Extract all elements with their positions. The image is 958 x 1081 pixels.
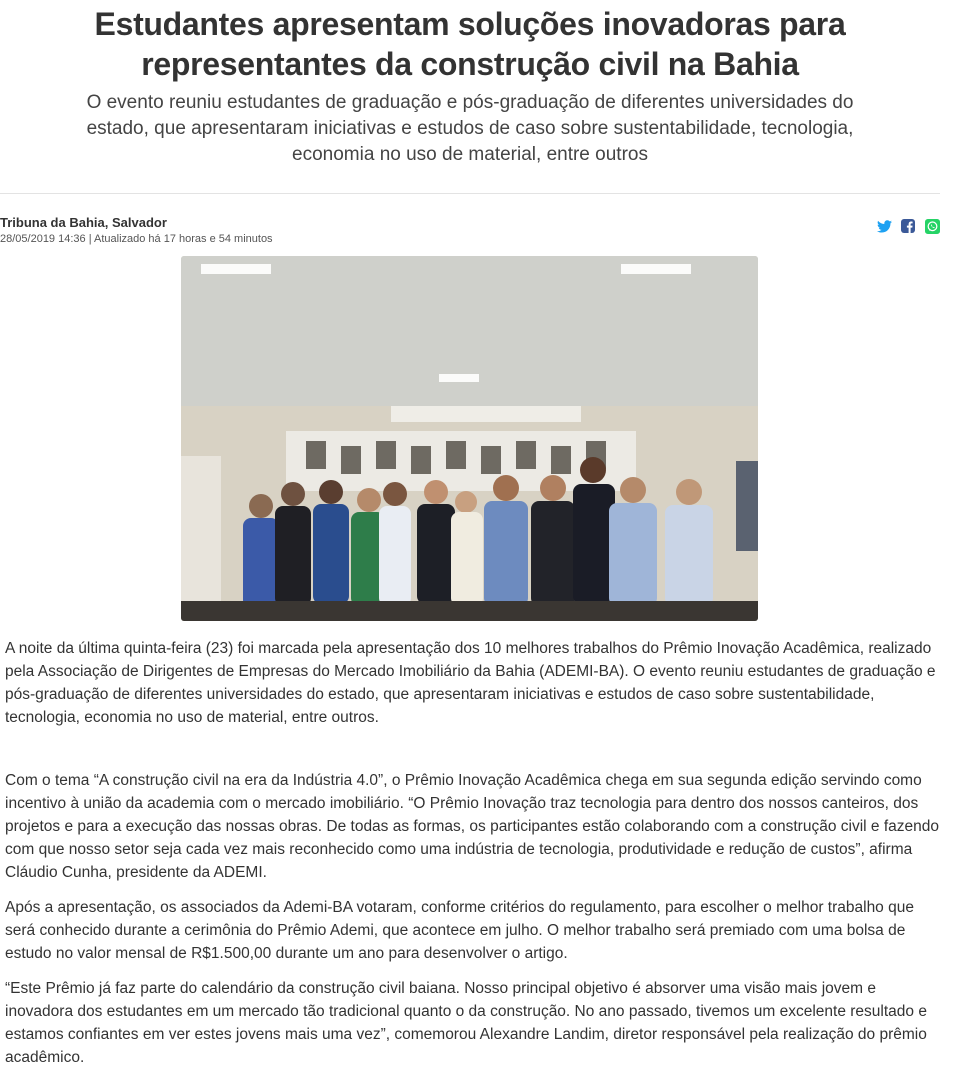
article-paragraph: A noite da última quinta-feira (23) foi marcada pela apresentação dos 10 melhores trabalhos do Prêmio Inovação Acadêmica, realizado pela Associação de Dirigentes de Empresas do Mercado Imobiliário da Bahia (ADEMI-BA). O evento reuniu estudantes de graduação e pós-graduação de diferentes universidades do estado, que apresentaram iniciativas e estudos de caso sobre sustentabilidade, tecnologia, economia no uso de material, entre outros.: [5, 640, 936, 726]
whatsapp-icon[interactable]: [924, 218, 940, 234]
article-date: 28/05/2019 14:36 | Atualizado há 17 horas e 54 minutos: [0, 233, 273, 245]
share-bar: [876, 218, 940, 234]
header-divider: [0, 193, 940, 194]
article-body: [5, 637, 940, 1081]
article-subtitle: O evento reuniu estudantes de graduação e pós-graduação de diferentes universidades do estado, que apresentaram iniciativas e estudos de caso sobre sustentabilidade, tecnologia, economia no uso de material, entre outros: [86, 92, 854, 165]
article-photo: [181, 256, 758, 621]
article-paragraph: Com o tema “A construção civil na era da Indústria 4.0”, o Prêmio Inovação Acadêmica chega em sua segunda edição servindo como incentivo à união da academia com o mercado imobiliário. “O Prêmio Inovação traz tecnologia para dentro dos nossos canteiros, dos projetos e para a execução das nossas obras. De todas as formas, os participantes estão colaborando com a construção civil e fazendo com que nosso setor seja cada vez mais reconhecido como uma indústria de tecnologia, produtividade e redução de custos”, afirma Cláudio Cunha, presidente da ADEMI.: [5, 772, 939, 881]
article-paragraph: “Este Prêmio já faz parte do calendário da construção civil baiana. Nosso principal objetivo é absorver uma visão mais jovem e inovadora dos estudantes em um mercado tão tradicional quanto o da construção. No ano passado, tivemos um excelente resultado e estamos confiantes em ver estes jovens mais uma vez”, comemorou Alexandre Landim, diretor responsável pela realização do prêmio acadêmico.: [5, 980, 927, 1066]
article-paragraph: Após a apresentação, os associados da Ademi-BA votaram, conforme critérios do regulamento, para escolher o melhor trabalho que será conhecido durante a cerimônia do Prêmio Ademi, que acontece em julho. O melhor trabalho será premiado com uma bolsa de estudo no valor mensal de R$1.500,00 durante um ano para desenvolver o artigo.: [5, 899, 914, 962]
article-title: Estudantes apresentam soluções inovadoras para representantes da construção civil na Bahia: [94, 6, 846, 82]
facebook-icon[interactable]: [900, 218, 916, 234]
group-photo-illustration: [181, 256, 758, 621]
twitter-icon[interactable]: [876, 218, 892, 234]
article-source: Tribuna da Bahia, Salvador: [0, 215, 167, 230]
